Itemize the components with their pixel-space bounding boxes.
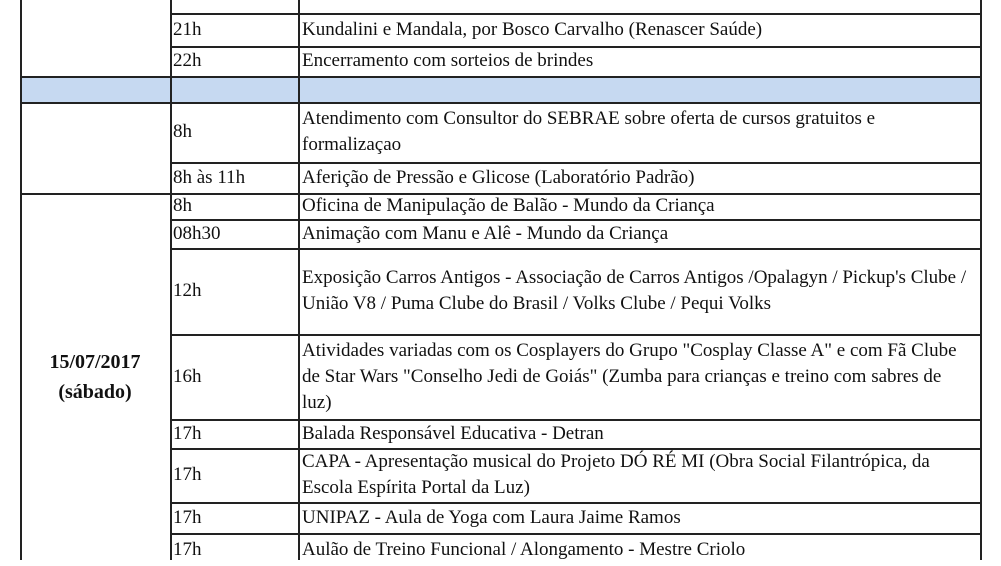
activity-cell <box>298 502 980 533</box>
grid-line-horizontal <box>170 502 982 504</box>
date-cell <box>20 193 170 560</box>
grid-line-vertical <box>170 0 172 560</box>
time-cell: 12h <box>173 280 202 301</box>
activity-cell <box>298 448 980 502</box>
time-cell: 8h <box>173 121 192 142</box>
activity-text: Balada Responsável Educativa - Detran <box>302 422 604 444</box>
time-cell <box>170 0 298 13</box>
grid-line-horizontal <box>20 193 982 195</box>
activity-cell <box>298 102 980 162</box>
activity-cell <box>298 219 980 248</box>
grid-line-vertical <box>20 0 22 560</box>
activity-cell <box>298 193 980 219</box>
grid-line-vertical <box>298 0 300 560</box>
grid-line-horizontal <box>170 46 982 48</box>
activity-cell <box>298 162 980 193</box>
time-cell: 22h <box>173 50 202 71</box>
time-cell <box>170 76 298 102</box>
activity-text: Aulão de Treino Funcional / Alongamento - Mestre Criolo <box>302 538 746 560</box>
time-cell: 21h <box>173 18 202 40</box>
grid-line-horizontal <box>170 448 982 450</box>
activity-text: Aferição de Pressão e Glicose (Laboratório Padrão) <box>302 166 695 188</box>
activity-cell <box>298 13 980 46</box>
grid-line-horizontal <box>170 533 982 535</box>
activity-cell <box>298 0 980 13</box>
activity-cell <box>298 76 980 102</box>
grid-line-horizontal <box>170 13 982 15</box>
date-label: 15/07/2017 <box>49 350 141 373</box>
grid-line-horizontal <box>170 162 982 164</box>
grid-line-horizontal <box>170 248 982 250</box>
time-cell: 17h <box>173 506 202 528</box>
activity-text: Oficina de Manipulação de Balão - Mundo da Criança <box>302 195 715 216</box>
activity-text: Exposição Carros Antigos - Associação de Carros Antigos /Opalagyn / Pickup's Clube / União V8 / Puma Clube do Brasil / Volks Clube / Pequi Volks <box>302 267 967 314</box>
activity-cell <box>298 248 980 334</box>
grid-line-horizontal <box>170 219 982 221</box>
grid-line-vertical <box>980 0 982 560</box>
grid-line-horizontal <box>20 102 982 104</box>
activity-cell <box>298 419 980 448</box>
activity-text: UNIPAZ - Aula de Yoga com Laura Jaime Ramos <box>302 506 681 528</box>
time-cell: 16h <box>173 365 202 387</box>
activity-cell <box>298 533 980 566</box>
activity-text: Encerramento com sorteios de brindes <box>302 50 594 71</box>
activity-text: Animação com Manu e Alê - Mundo da Criança <box>302 222 669 244</box>
weekday-label: (sábado) <box>58 380 132 403</box>
time-cell: 8h <box>173 195 192 216</box>
time-cell: 17h <box>173 422 202 444</box>
activity-cell <box>298 334 980 419</box>
time-cell: 17h <box>173 464 202 485</box>
grid-line-horizontal <box>170 334 982 336</box>
activity-text: Kundalini e Mandala, por Bosco Carvalho (Renascer Saúde) <box>302 18 763 40</box>
activity-text: CAPA - Apresentação musical do Projeto DÓ RÉ MI (Obra Social Filantrópica, da Escola Espírita Portal da Luz) <box>302 451 930 498</box>
time-cell: 8h às 11h <box>173 166 246 188</box>
activity-text: Atividades variadas com os Cosplayers do Grupo "Cosplay Classe A" e com Fã Clube de Star Wars "Conselho Jedi de Goiás" (Zumba para crianças e treino com sabres de luz) <box>302 339 957 413</box>
grid-line-horizontal <box>20 76 982 78</box>
band-date-cell <box>20 76 170 102</box>
time-cell: 17h <box>173 538 202 560</box>
grid-line-horizontal <box>170 419 982 421</box>
time-cell: 08h30 <box>173 222 221 244</box>
activity-text: Atendimento com Consultor do SEBRAE sobre oferta de cursos gratuitos e formalizaçao <box>302 108 876 155</box>
activity-cell <box>298 46 980 76</box>
